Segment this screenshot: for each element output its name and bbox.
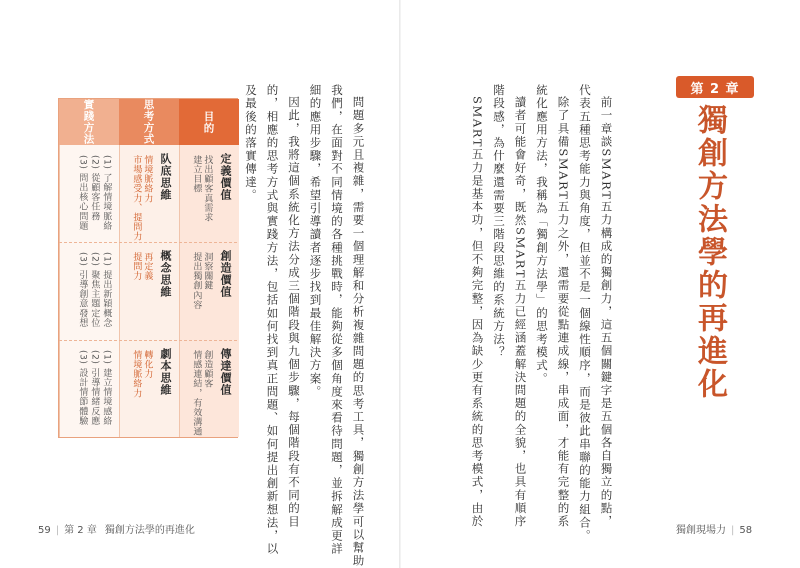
text-column: 因此，我將這個系統化方法分成三個階段與九個步驟，每個階段有不同的目 [287, 96, 301, 529]
practice-method: (1) 了解情境脈絡 [101, 155, 112, 231]
stage-title: 創造價值 [219, 250, 232, 299]
stage-purpose: 洞察關鍵 [202, 252, 213, 291]
left-page-number: 59 [38, 525, 51, 536]
practice-method: (2) 引導情緒反應 [89, 349, 100, 426]
row-header-2 [119, 99, 179, 145]
practice-method: (2) 從顧客任務 [89, 155, 100, 222]
thinking-skill: 轉化力 [142, 349, 153, 379]
thinking-skill: 情境脈絡力 [131, 349, 142, 398]
stage-purpose: 建立目標 [191, 155, 202, 194]
right-footer-book: 獨創現場力 [676, 525, 726, 536]
thinking-mode: 劇本思維 [159, 347, 172, 396]
text-column: 細的應用步驟，希望引導讀者逐步找到最佳解決方案。 [308, 84, 323, 399]
stage-purpose: 找出顧客真需求 [202, 155, 213, 223]
practice-method: (3) 設計情節體驗 [77, 349, 88, 426]
text-column: 及最後的落實傳達。 [244, 84, 258, 202]
text-column: 問題多元且複雜，需要一個理解和分析複雜問題的思考工具，獨創方法學可以幫助 [351, 96, 366, 568]
practice-method: (2) 聚焦主題定位 [89, 252, 100, 328]
text-column: 代表五種思考能力與角度，但並不是一個線性順序，而是彼此串聯的能力組合。 [578, 84, 592, 543]
thinking-skill: 情境脈絡力 [142, 155, 153, 203]
left-footer-chapter: 第 2 章 [64, 525, 97, 536]
text-column: 除了具備SMART五力之外，還需要從點連成線，串成面，才能有完整的系 [556, 96, 571, 528]
thinking-skill: 再定義 [142, 252, 153, 282]
left-footer-title: 獨創方法學的再進化 [104, 525, 195, 536]
chapter-title: 獨創方法學的再進化 [692, 104, 727, 401]
right-page-footer: 獨創現場力 | 58 [676, 525, 753, 536]
practice-method: (1) 提出新穎概念 [101, 252, 112, 328]
stage-title: 傳達價值 [219, 347, 232, 396]
text-column: 階段感，為什麼還需要三階段思維的系統方法？ [492, 84, 506, 360]
stage-purpose: 創造顧客 [202, 349, 213, 389]
text-column: SMART五力是基本功，但不夠完整，因為缺少更有系統的思考模式，由於 [470, 96, 485, 528]
stage-purpose: 情感連結，有效溝通 [191, 349, 202, 437]
row-header-label: 目的 [202, 110, 215, 134]
value-stages-table [58, 98, 238, 438]
thinking-mode: 概念思維 [159, 250, 172, 299]
text-column: 統化應用方法，我稱為「獨創方法學」的思考模式。 [535, 84, 549, 386]
text-column: 讀者可能會好奇，既然SMART五力已經涵蓋解決問題的全貌，也具有順序 [513, 96, 528, 528]
chapter-tab: 第 2 章 [676, 76, 754, 98]
text-column: 前一章談SMART五力構成的獨創力，這五個關鍵字是五個各自獨立的點， [599, 96, 614, 528]
table-divider [59, 340, 237, 341]
left-page-footer: 59 | 第 2 章 獨創方法學的再進化 [38, 525, 195, 536]
row-header-label: 思考方式 [142, 99, 155, 145]
text-column: 我們，在面對不同情境的各種挑戰時，能夠從多個角度來看待問題，並拆解成更詳 [330, 84, 344, 556]
practice-method: (3) 問出核心問題 [77, 155, 88, 231]
practice-method: (1) 建立情境感絡 [101, 349, 112, 426]
text-column: 的，相應的思考方式與實踐方法，包括如何找到真正問題、如何提出創新想法，以 [265, 84, 280, 556]
right-page-number: 58 [739, 525, 753, 536]
row-header-label: 實踐方法 [82, 99, 95, 145]
stage-title: 定義價值 [219, 153, 232, 201]
thinking-skill: 提問力 [131, 252, 142, 282]
row-header-1 [179, 99, 239, 145]
stage-purpose: 提出獨創內容 [191, 252, 202, 310]
thinking-skill: 市場感受力、提問力 [131, 155, 142, 242]
row-header-3 [59, 99, 119, 145]
thinking-mode: 队底思維 [159, 153, 172, 201]
table-divider [59, 242, 237, 243]
practice-method: (3) 引導創意發想 [77, 252, 88, 328]
page-gutter [399, 0, 401, 568]
